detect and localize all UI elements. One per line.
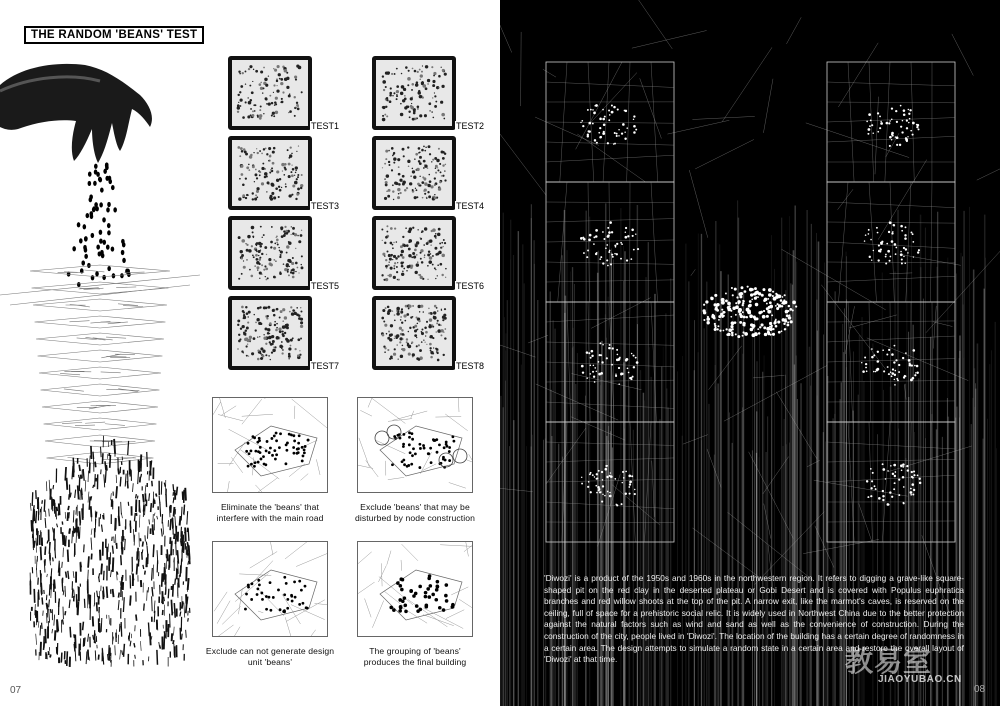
test-label-1: TEST1 [311, 121, 340, 131]
watermark-url: JIAOYUBAO.CN [878, 674, 962, 685]
caption-exclude-unit: Exclude can not generate design unit 'beans' [205, 646, 335, 667]
test-tile-4 [372, 136, 456, 210]
map-exclude-unit-beans [212, 541, 328, 637]
page-number-left: 07 [10, 685, 22, 696]
page-number-right: 08 [974, 684, 986, 695]
test-label-4: TEST4 [456, 201, 485, 211]
caption-grouping: The grouping of 'beans' produces the final building [363, 646, 467, 667]
map-eliminate-road-beans [212, 397, 328, 493]
map-exclude-node-beans [357, 397, 473, 493]
description-paragraph: 'Diwozi' is a product of the 1950s and 1960s in the northwestern region. It refers to digging a grave-like square-shaped pit on the red clay in the deserted plateau or Gobi Desert and is covered with Populus euphratica branches and red willow shoots at the top of the pit. A narrow exit, like the marmot's caves, is reserved on the ceiling, full of space for a prehistoric social relic. It is widely used in Northwest China due to the better protection against the natural factors such as wind and sand as well as the convenience of construction. During the construction of the city, people lived in 'Diwozi'. The location of the building has a certain degree of randomness in a certain area. The design attempts to simulate a random state in a certain area and restore the overall layout of 'Diwozi' at that time. [544, 573, 964, 665]
hand-dropping-beans-collage [0, 55, 200, 667]
test-tile-8 [372, 296, 456, 370]
test-tile-1 [228, 56, 312, 130]
textured-ground [30, 436, 190, 667]
stacked-layer-plans [0, 265, 200, 464]
test-tile-3 [228, 136, 312, 210]
page-title: THE RANDOM 'BEANS' TEST [24, 26, 204, 44]
central-bean-cluster [703, 286, 798, 339]
test-tile-6 [372, 216, 456, 290]
test-label-3: TEST3 [311, 201, 340, 211]
test-label-5: TEST5 [311, 281, 340, 291]
test-tile-7 [228, 296, 312, 370]
test-label-7: TEST7 [311, 361, 340, 371]
test-tile-5 [228, 216, 312, 290]
test-label-2: TEST2 [456, 121, 485, 131]
map-grouping-beans [357, 541, 473, 637]
test-tile-2 [372, 56, 456, 130]
caption-eliminate-road: Eliminate the 'beans' that interfere with the main road [216, 502, 324, 523]
caption-exclude-node: Exclude 'beans' that may be disturbed by node construction [354, 502, 476, 523]
falling-beans [67, 162, 131, 287]
test-label-8: TEST8 [456, 361, 485, 371]
right-page [500, 0, 1000, 706]
watermark-logo-text: 教易室 [845, 646, 933, 677]
hand-image [0, 64, 152, 163]
test-label-6: TEST6 [456, 281, 485, 291]
